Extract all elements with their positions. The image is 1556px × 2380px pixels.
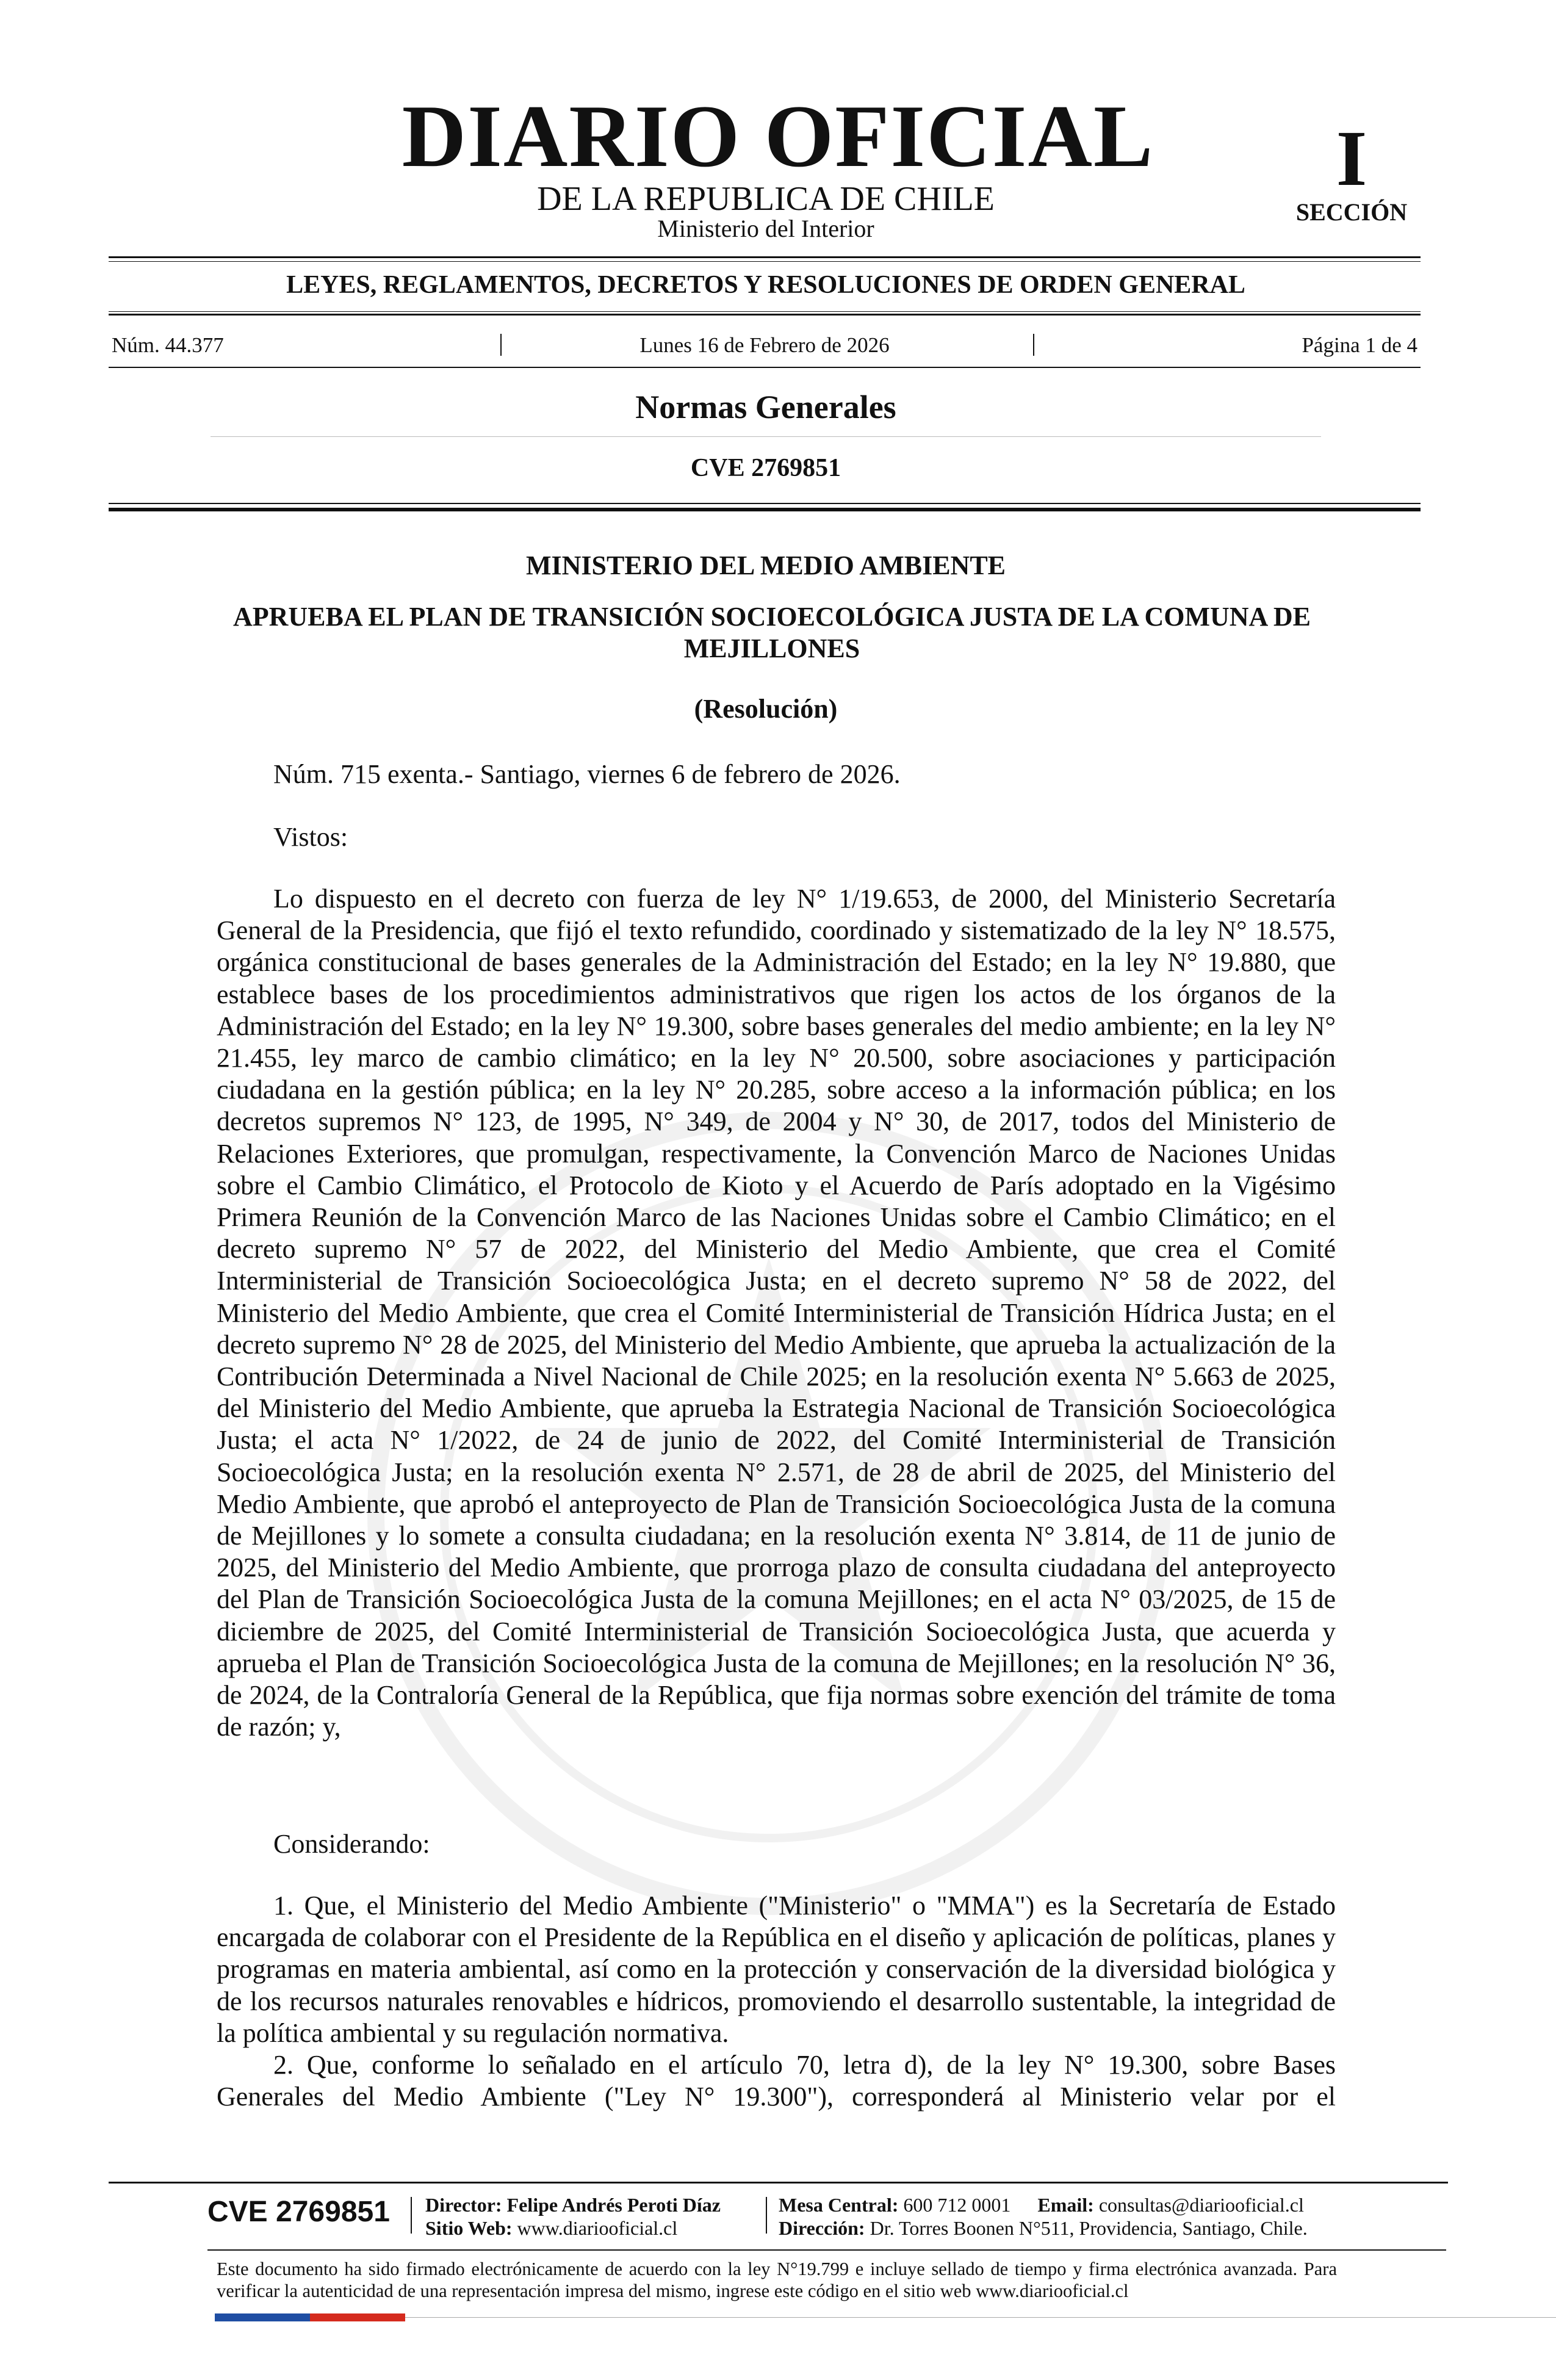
meta-rule xyxy=(109,367,1421,368)
document-title: APRUEBA EL PLAN DE TRANSICIÓN SOCIOECOLÓGICA JUSTA DE LA COMUNA DE MEJILLONES xyxy=(232,602,1311,663)
considerando-paragraph-1: 1. Que, el Ministerio del Medio Ambiente ("Ministerio" o "MMA") es la Secretaría de Estado encargada de colaborar con el Presidente de la República en el diseño y aplicación de políticas, planes y programas en materia ambiental, así como en la protección y conservación de la diversidad biológica y de los recursos naturales renovables e hídricos, promoviendo el desarrollo sustentable, la integridad de la política ambiental y su regulación normativa. xyxy=(217,1891,1336,2048)
vistos-heading: Vistos: xyxy=(273,822,348,852)
mesa-phone: 600 712 0001 xyxy=(903,2194,1011,2216)
footer-director-block xyxy=(425,2193,721,2240)
considerando-2-line-1: 2. Que, conforme lo señalado en el artículo 70, letra d), de la ley N° 19.300, sobre Bases xyxy=(273,2050,1336,2080)
footer-rule xyxy=(109,2182,1448,2183)
director-name: Felipe Andrés Peroti Díaz xyxy=(506,2194,721,2216)
footer-rule-thin xyxy=(207,2249,1446,2251)
email-label: Email: xyxy=(1037,2194,1094,2216)
cve-header: CVE 2769851 xyxy=(690,454,841,482)
cve-rule-thick xyxy=(109,508,1421,511)
section-numeral: I xyxy=(1336,115,1367,203)
flag-blue-segment xyxy=(215,2313,310,2321)
mesa-label: Mesa Central: xyxy=(779,2194,899,2216)
cve-rule-thin xyxy=(109,503,1421,504)
director-label: Director: xyxy=(425,2194,502,2216)
masthead-subtitle: DE LA REPUBLICA DE CHILE xyxy=(537,180,995,218)
document-ministry: MINISTERIO DEL MEDIO AMBIENTE xyxy=(525,550,1006,580)
footer-divider xyxy=(411,2197,412,2234)
section-title-rule xyxy=(211,436,1321,437)
footer-divider xyxy=(766,2197,767,2234)
considerando-paragraph-2 xyxy=(217,2049,1336,2113)
site-label: Sitio Web: xyxy=(425,2217,513,2239)
address-label: Dirección: xyxy=(779,2217,865,2239)
considerando-heading: Considerando: xyxy=(273,1829,430,1859)
section-title: Normas Generales xyxy=(635,389,896,425)
page-indicator: Página 1 de 4 xyxy=(1302,333,1417,357)
meta-divider xyxy=(1033,334,1034,356)
flag-grey-line xyxy=(405,2317,1556,2318)
document-type: (Resolución) xyxy=(694,694,838,724)
header-rule-top xyxy=(109,256,1421,258)
email-link[interactable]: consultas@diariooficial.cl xyxy=(1098,2194,1304,2216)
vistos-paragraph: Lo dispuesto en el decreto con fuerza de ley N° 1/19.653, de 2000, del Ministerio Secretaría General de la Presidencia, que fijó el texto refundido, coordinado y sistematizado de la ley N° 18.575, orgánica constitucional de bases generales de la Administración del Estado; en la ley N° 19.880, que establece bases de los procedimientos administrativos que rigen los actos de los órganos de la Administración del Estado; en la ley N° 19.300, sobre bases generales del medio ambiente; en la ley N° 21.455, ley marco de cambio climático; en la ley N° 20.500, sobre asociaciones y participación ciudadana en la gestión pública; en la ley N° 20.285, sobre acceso a la información pública; en los decretos supremos N° 123, de 1995, N° 349, de 2004 y N° 30, de 2017, todos del Ministerio de Relaciones Exteriores, que promulgan, respectivamente, la Convención Marco de Naciones Unidas sobre el Cambio Climático, el Protocolo de Kioto y el Acuerdo de París adoptado en la Vigésimo Primera Reunión de la Convención Marco de las Naciones Unidas sobre el Cambio Climático; en el decreto supremo N° 57 de 2022, del Ministerio del Medio Ambiente, que crea el Comité Interministerial de Transición Socioecológica Justa; en el decreto supremo N° 58 de 2022, del Ministerio del Medio Ambiente, que crea el Comité Interministerial de Transición Hídrica Justa; en el decreto supremo N° 28 de 2025, del Ministerio del Medio Ambiente, que aprueba la actualización de la Contribución Determinada a Nivel Nacional de Chile 2025; en la resolución exenta N° 5.663 de 2025, del Ministerio del Medio Ambiente, que aprueba la Estrategia Nacional de Transición Socioecológica Justa; el acta N° 1/2022, de 24 de junio de 2022, del Comité Interministerial de Transición Socioecológica Justa; en la resolución exenta N° 2.571, de 28 de abril de 2025, del Ministerio del Medio Ambiente, que aprobó el anteproyecto de Plan de Transición Socioecológica Justa de la comuna de Mejillones y lo somete a consulta ciudadana; en la resolución exenta N° 3.814, de 11 de junio de 2025, del Ministerio del Medio Ambiente, que prorroga plazo de consulta ciudadana del anteproyecto del Plan de Transición Socioecológica Justa de la comuna Mejillones; en el acta N° 03/2025, de 15 de diciembre de 2025, del Comité Interministerial de Transición Socioecológica Justa, que acuerda y aprueba el Plan de Transición Socioecológica Justa de la comuna de Mejillones; en la resolución N° 36, de 2024, de la Contraloría General de la República, que fija normas sobre exención del trámite de toma de razón; y, xyxy=(217,884,1336,1742)
footer-legal-notice: Este documento ha sido firmado electrónicamente de acuerdo con la ley N°19.799 e incluye sellado de tiempo y firma electrónica avanzada. Para verificar la autenticidad de una representación impresa del mismo, ingrese este código en el sitio web www.diariooficial.cl xyxy=(217,2259,1337,2301)
resolution-number-line: Núm. 715 exenta.- Santiago, viernes 6 de febrero de 2026. xyxy=(273,759,901,789)
flag-red-segment xyxy=(310,2313,405,2321)
issue-number: Núm. 44.377 xyxy=(112,333,224,357)
banner-title: LEYES, REGLAMENTOS, DECRETOS Y RESOLUCIONES DE ORDEN GENERAL xyxy=(286,271,1245,299)
masthead-title: DIARIO OFICIAL xyxy=(402,87,1154,186)
masthead-ministry: Ministerio del Interior xyxy=(657,215,874,242)
issue-date: Lunes 16 de Febrero de 2026 xyxy=(639,333,890,357)
section-label: SECCIÓN xyxy=(1295,198,1408,226)
banner-rule xyxy=(109,314,1421,316)
site-link[interactable]: www.diariooficial.cl xyxy=(517,2217,678,2239)
address-value: Dr. Torres Boonen N°511, Providencia, Santiago, Chile. xyxy=(870,2217,1308,2239)
footer-contact-block xyxy=(779,2193,1308,2240)
footer-cve: CVE 2769851 xyxy=(207,2196,390,2228)
header-rule-top-thin xyxy=(109,261,1421,262)
issue-meta-row xyxy=(112,333,1417,358)
considerando-2-line-2: Generales del Medio Ambiente ("Ley N° 19.300"), corresponderá al Ministerio velar por el xyxy=(217,2082,1336,2111)
banner-rule-thin xyxy=(109,311,1421,312)
